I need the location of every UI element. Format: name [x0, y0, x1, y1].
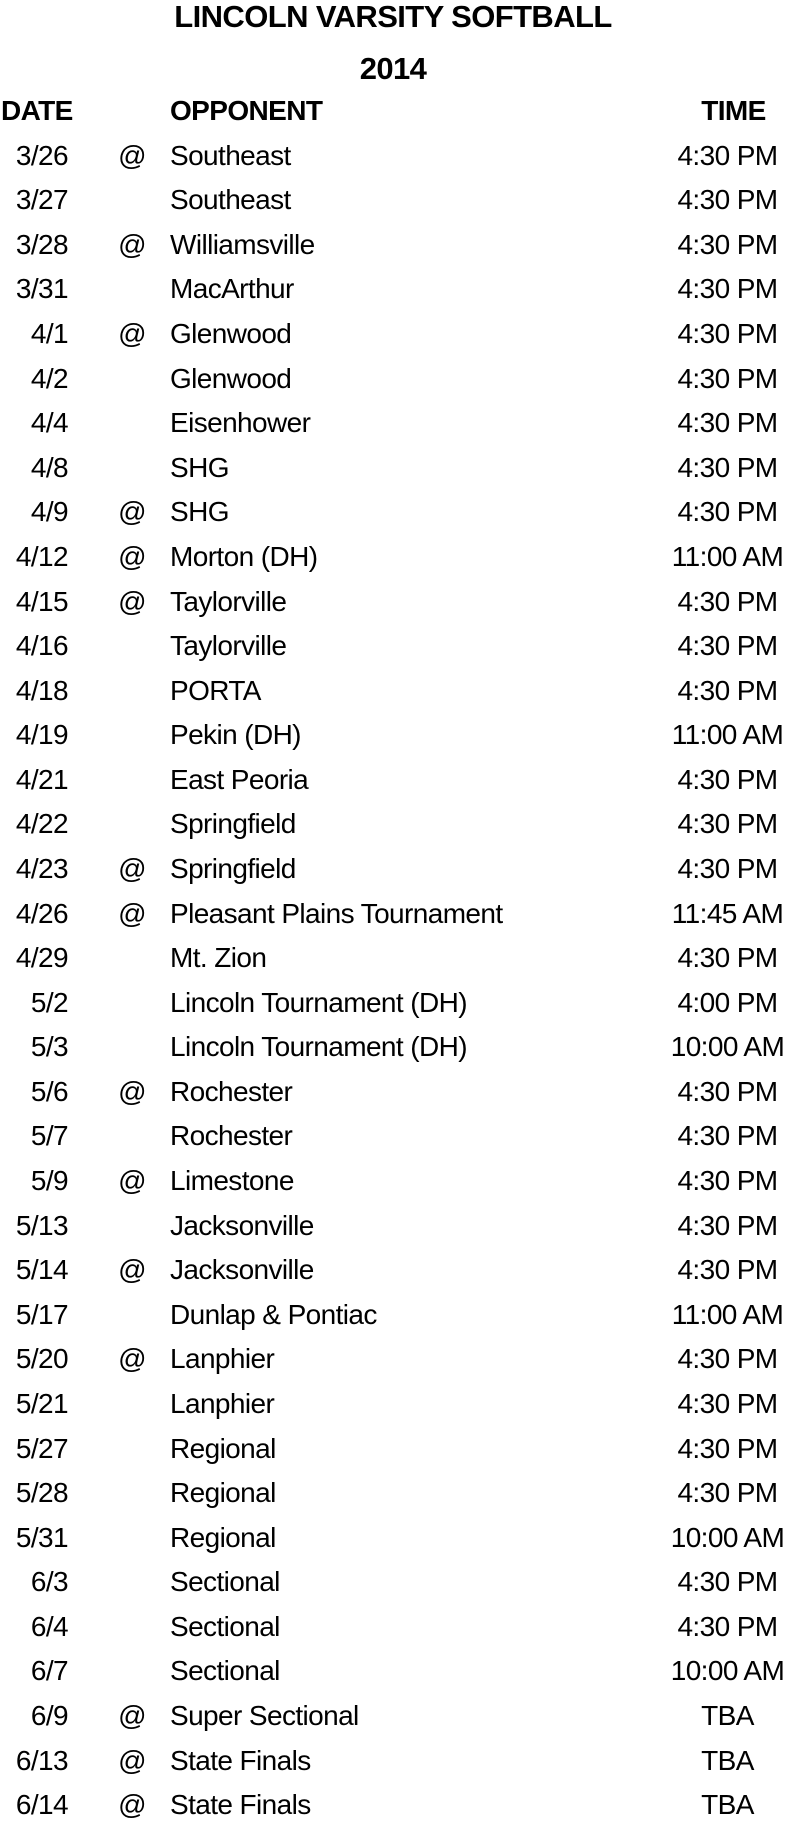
away-marker: @ [118, 1343, 146, 1375]
time-cell: 4:30 PM [677, 808, 778, 840]
date-cell: 4/16 [15, 630, 68, 662]
date-cell: 4/9 [30, 496, 68, 528]
away-marker: @ [118, 496, 146, 528]
time-cell: 4:30 PM [677, 362, 778, 394]
table-row [0, 1070, 800, 1115]
date-cell: 6/7 [30, 1655, 68, 1687]
time-cell: 11:00 AM [671, 1298, 784, 1330]
date-cell: 5/21 [15, 1387, 68, 1419]
table-row [0, 1025, 800, 1070]
time-cell: 10:00 AM [670, 1655, 785, 1687]
away-marker: @ [118, 897, 146, 929]
opponent-cell: MacArthur [170, 273, 294, 305]
opponent-cell: Eisenhower [170, 407, 311, 439]
opponent-cell: Springfield [170, 852, 296, 884]
away-marker: @ [118, 1699, 146, 1731]
time-cell: 4:30 PM [677, 1343, 778, 1375]
opponent-cell: Sectional [170, 1610, 280, 1642]
column-header-date: DATE [1, 95, 73, 127]
opponent-cell: Lincoln Tournament (DH) [170, 986, 467, 1018]
table-row [0, 892, 800, 937]
time-cell: 11:00 AM [671, 719, 784, 751]
date-cell: 5/2 [30, 986, 68, 1018]
opponent-cell: Morton (DH) [170, 540, 318, 572]
date-cell: 6/14 [15, 1789, 68, 1821]
date-cell: 4/19 [15, 719, 68, 751]
date-cell: 4/21 [15, 763, 68, 795]
date-cell: 4/22 [15, 808, 68, 840]
date-cell: 5/17 [15, 1298, 68, 1330]
opponent-cell: Glenwood [170, 318, 292, 350]
table-row [0, 802, 800, 847]
table-row [0, 1471, 800, 1516]
date-cell: 3/26 [15, 139, 68, 171]
table-row [0, 758, 800, 803]
date-cell: 5/6 [30, 1075, 68, 1107]
date-cell: 5/7 [30, 1120, 68, 1152]
table-row [0, 580, 800, 625]
table-row [0, 1248, 800, 1293]
opponent-cell: Dunlap & Pontiac [170, 1298, 377, 1330]
date-cell: 3/31 [15, 273, 68, 305]
table-row [0, 713, 800, 758]
date-cell: 6/4 [30, 1610, 68, 1642]
opponent-cell: SHG [170, 451, 229, 483]
time-cell: 4:30 PM [677, 1120, 778, 1152]
time-cell: TBA [701, 1744, 754, 1776]
table-row [0, 981, 800, 1026]
time-cell: 4:00 PM [677, 986, 778, 1018]
away-marker: @ [118, 318, 146, 350]
column-header-opponent: OPPONENT [170, 95, 323, 127]
opponent-cell: Sectional [170, 1566, 280, 1598]
date-cell: 5/28 [15, 1477, 68, 1509]
away-marker: @ [118, 540, 146, 572]
date-cell: 4/26 [15, 897, 68, 929]
table-row [0, 1516, 800, 1561]
table-row [0, 1605, 800, 1650]
time-cell: 4:30 PM [677, 1075, 778, 1107]
date-cell: 5/14 [15, 1254, 68, 1286]
opponent-cell: Taylorville [170, 585, 287, 617]
date-cell: 4/18 [15, 674, 68, 706]
away-marker: @ [118, 1254, 146, 1286]
date-cell: 5/20 [15, 1343, 68, 1375]
date-cell: 4/4 [30, 407, 68, 439]
date-cell: 5/31 [15, 1521, 68, 1553]
opponent-cell: Limestone [170, 1165, 294, 1197]
time-cell: 4:30 PM [677, 407, 778, 439]
page-year: 2014 [359, 50, 427, 86]
opponent-cell: Williamsville [170, 228, 315, 260]
opponent-cell: Regional [170, 1521, 276, 1553]
time-cell: 4:30 PM [677, 942, 778, 974]
time-cell: 4:30 PM [677, 1566, 778, 1598]
time-cell: 4:30 PM [677, 852, 778, 884]
table-row [0, 1337, 800, 1382]
time-cell: 4:30 PM [677, 1254, 778, 1286]
date-cell: 4/12 [15, 540, 68, 572]
time-cell: 4:30 PM [677, 585, 778, 617]
table-row [0, 1382, 800, 1427]
time-cell: 10:00 AM [670, 1031, 785, 1063]
table-row [0, 847, 800, 892]
opponent-cell: Jacksonville [170, 1209, 314, 1241]
table-row [0, 357, 800, 402]
away-marker: @ [118, 585, 146, 617]
opponent-cell: Regional [170, 1432, 276, 1464]
date-cell: 6/3 [30, 1566, 68, 1598]
time-cell: 10:00 AM [670, 1521, 785, 1553]
time-cell: 4:30 PM [677, 1432, 778, 1464]
table-row [0, 1739, 800, 1784]
time-cell: 4:30 PM [677, 184, 778, 216]
opponent-cell: Pleasant Plains Tournament [170, 897, 503, 929]
date-cell: 5/27 [15, 1432, 68, 1464]
table-row [0, 223, 800, 268]
away-marker: @ [118, 1789, 146, 1821]
away-marker: @ [118, 852, 146, 884]
time-cell: 4:30 PM [677, 1477, 778, 1509]
table-row [0, 1560, 800, 1605]
table-row [0, 1204, 800, 1249]
table-row [0, 267, 800, 312]
date-cell: 4/2 [30, 362, 68, 394]
opponent-cell: PORTA [170, 674, 261, 706]
date-cell: 6/9 [30, 1699, 68, 1731]
date-cell: 5/13 [15, 1209, 68, 1241]
opponent-cell: Rochester [170, 1120, 293, 1152]
opponent-cell: Pekin (DH) [170, 719, 301, 751]
away-marker: @ [118, 228, 146, 260]
time-cell: 4:30 PM [677, 451, 778, 483]
time-cell: 4:30 PM [677, 1387, 778, 1419]
away-marker: @ [118, 139, 146, 171]
table-header-row [0, 89, 800, 134]
time-cell: 4:30 PM [677, 630, 778, 662]
time-cell: 4:30 PM [677, 228, 778, 260]
time-cell: TBA [701, 1699, 754, 1731]
time-cell: 11:00 AM [671, 540, 784, 572]
opponent-cell: Springfield [170, 808, 296, 840]
table-row [0, 669, 800, 714]
opponent-cell: Southeast [170, 184, 291, 216]
opponent-cell: Lanphier [170, 1343, 275, 1375]
away-marker: @ [118, 1744, 146, 1776]
opponent-cell: Lincoln Tournament (DH) [170, 1031, 467, 1063]
date-cell: 5/3 [30, 1031, 68, 1063]
date-cell: 4/15 [15, 585, 68, 617]
table-row [0, 312, 800, 357]
opponent-cell: Lanphier [170, 1387, 275, 1419]
opponent-cell: Rochester [170, 1075, 293, 1107]
page-title: LINCOLN VARSITY SOFTBALL [174, 0, 612, 34]
opponent-cell: Jacksonville [170, 1254, 314, 1286]
table-row [0, 446, 800, 491]
date-cell: 3/27 [15, 184, 68, 216]
time-cell: 4:30 PM [677, 139, 778, 171]
table-row [0, 1649, 800, 1694]
date-cell: 6/13 [15, 1744, 68, 1776]
table-row [0, 936, 800, 981]
opponent-cell: Taylorville [170, 630, 287, 662]
time-cell: 4:30 PM [677, 674, 778, 706]
date-cell: 4/29 [15, 942, 68, 974]
table-row [0, 1114, 800, 1159]
table-row [0, 401, 800, 446]
time-cell: 4:30 PM [677, 318, 778, 350]
time-cell: 4:30 PM [677, 1165, 778, 1197]
table-row [0, 178, 800, 223]
opponent-cell: State Finals [170, 1744, 311, 1776]
opponent-cell: Southeast [170, 139, 291, 171]
time-cell: 4:30 PM [677, 496, 778, 528]
date-cell: 4/8 [30, 451, 68, 483]
time-cell: 4:30 PM [677, 1610, 778, 1642]
table-row [0, 134, 800, 179]
table-row [0, 1694, 800, 1739]
opponent-cell: Super Sectional [170, 1699, 359, 1731]
table-row [0, 1293, 800, 1338]
table-row [0, 490, 800, 535]
table-row [0, 535, 800, 580]
date-cell: 4/1 [30, 318, 68, 350]
opponent-cell: State Finals [170, 1789, 311, 1821]
opponent-cell: East Peoria [170, 763, 309, 795]
time-cell: 4:30 PM [677, 273, 778, 305]
date-cell: 5/9 [30, 1165, 68, 1197]
table-row [0, 1159, 800, 1204]
table-row [0, 624, 800, 669]
table-row [0, 1427, 800, 1472]
opponent-cell: SHG [170, 496, 229, 528]
away-marker: @ [118, 1075, 146, 1107]
time-cell: 4:30 PM [677, 1209, 778, 1241]
schedule-rows [0, 134, 800, 1828]
opponent-cell: Regional [170, 1477, 276, 1509]
date-cell: 4/23 [15, 852, 68, 884]
time-cell: 4:30 PM [677, 763, 778, 795]
away-marker: @ [118, 1165, 146, 1197]
time-cell: TBA [701, 1789, 754, 1821]
opponent-cell: Glenwood [170, 362, 292, 394]
opponent-cell: Sectional [170, 1655, 280, 1687]
table-row [0, 1783, 800, 1828]
date-cell: 3/28 [15, 228, 68, 260]
time-cell: 11:45 AM [671, 897, 784, 929]
column-header-time: TIME [701, 95, 766, 127]
opponent-cell: Mt. Zion [170, 942, 267, 974]
